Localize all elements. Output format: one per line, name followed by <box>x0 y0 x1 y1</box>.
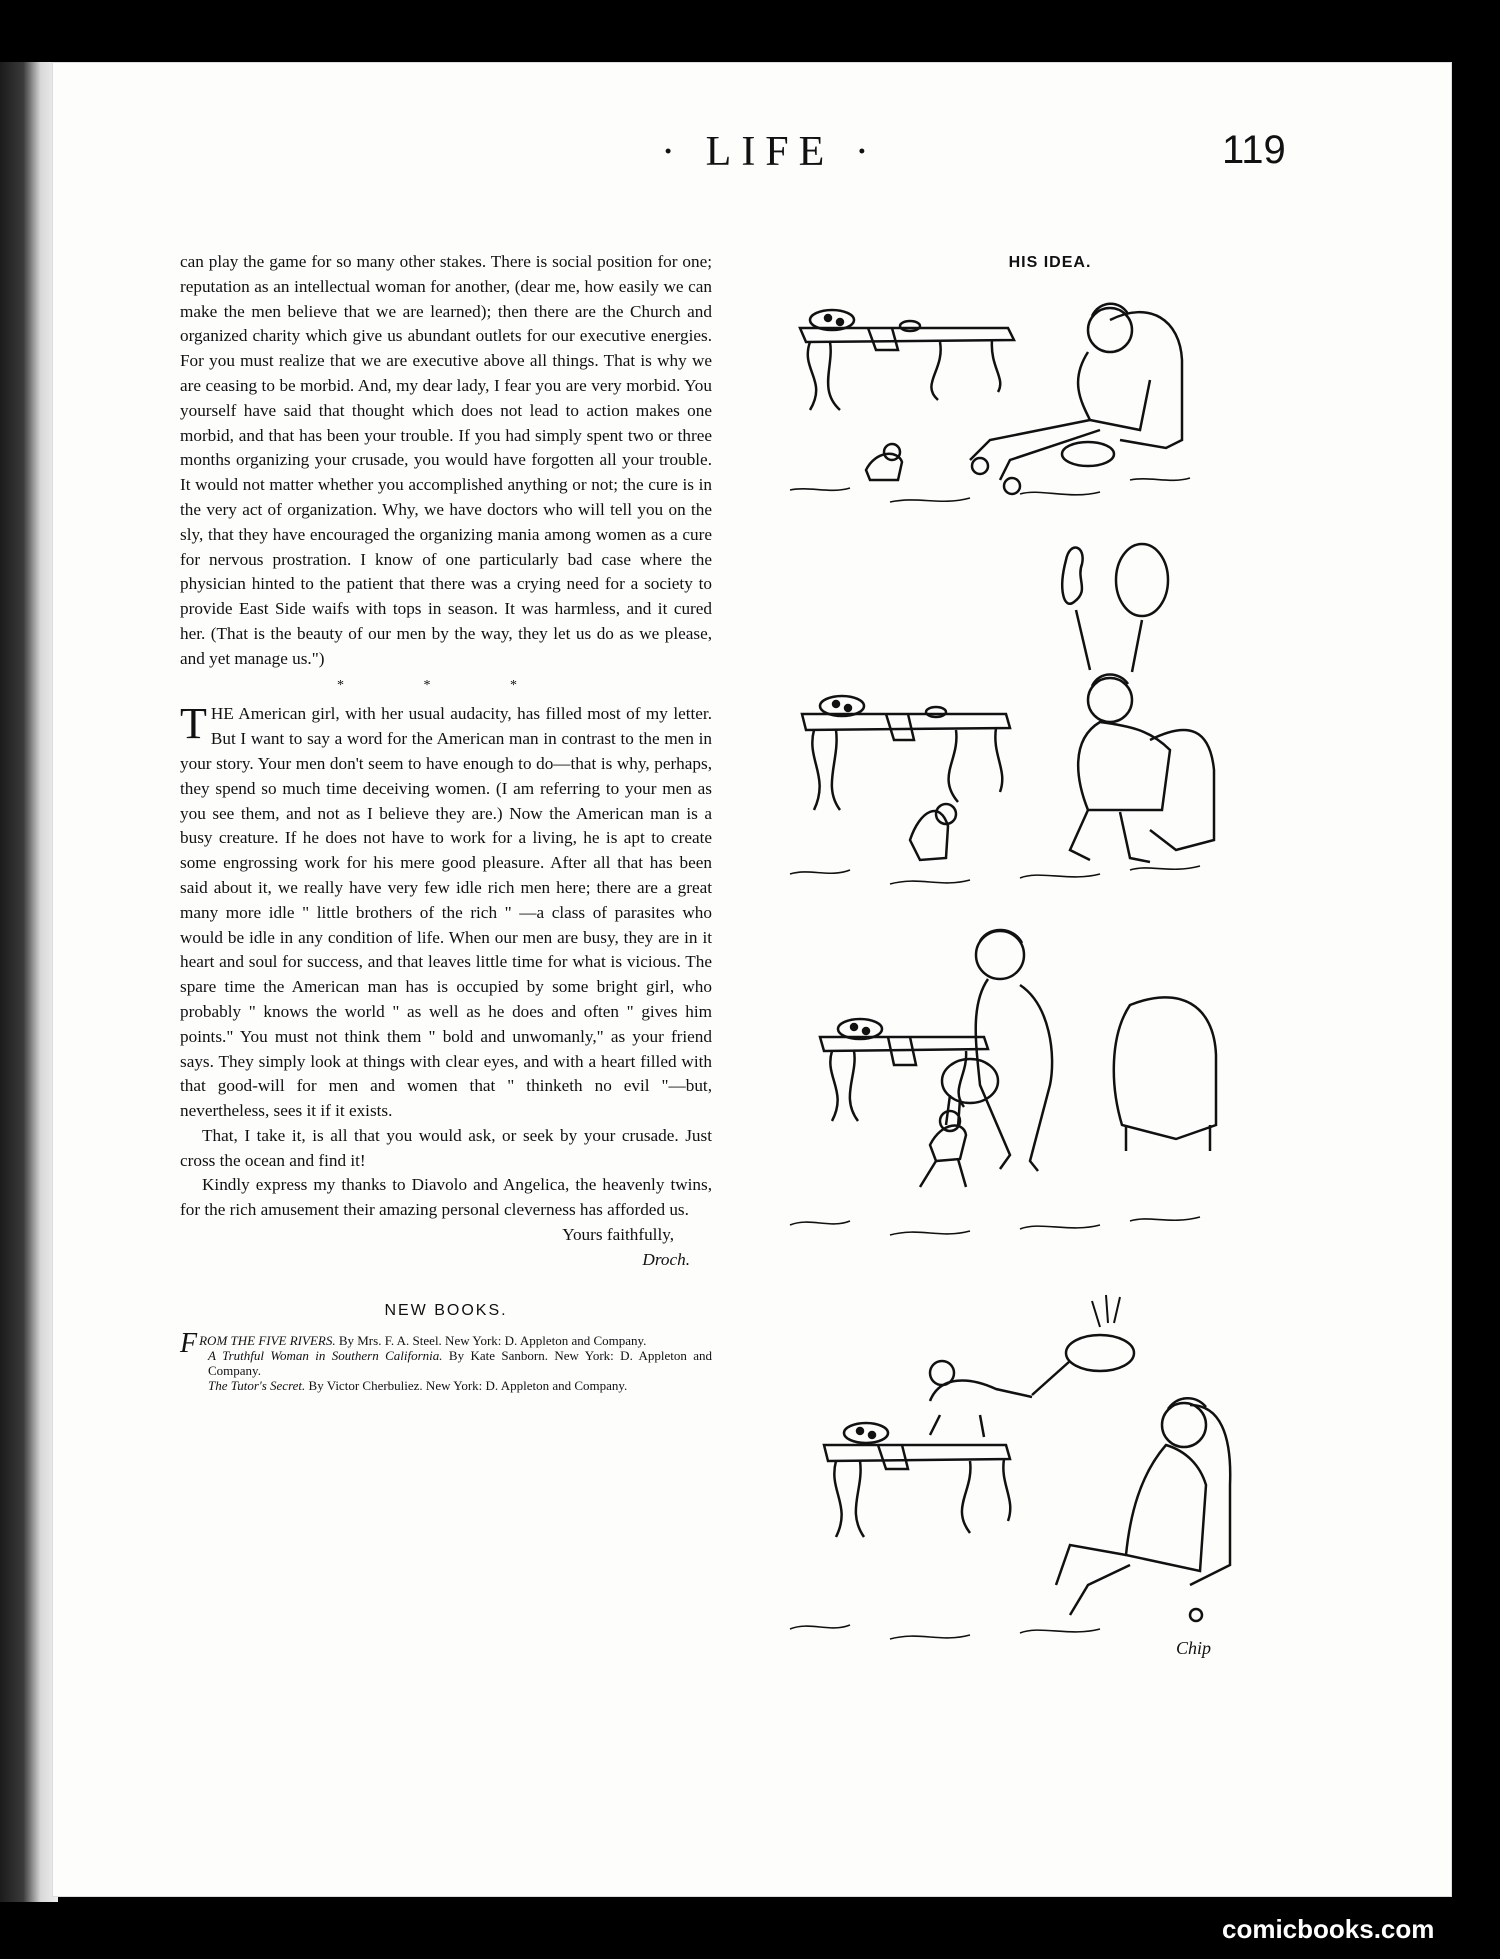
book-entry <box>180 1378 712 1393</box>
book-title: A Truthful Woman in Southern California. <box>208 1348 443 1364</box>
book-spine <box>0 62 58 1902</box>
article-column <box>180 250 712 1393</box>
paragraph <box>180 699 712 1124</box>
drop-cap: T <box>180 699 207 749</box>
paragraph: can play the game for so many other stakes. There is social position for one; reputation as an intellectual woman for another, (dear me, how easily we can make the men believe that we are learned); then there are the Church and organized charity which give us abundant outlets for our executive energies. For you must realize that we are executive above all things. That is why we are ceasing to be morbid. And, my dear lady, I fear you are very morbid. You yourself have said that thought which does not lead to action makes one morbid, and that has been your trouble. If you had simply spent two or three months organizing your crusade, you would have forgotten all your trouble. It would not matter whether you accomplished anything or not; the cure is in the very act of organization. Why, we have doctors who will tell you on the sly, that they have encouraged the organizing mania among women as a cure for nervous prostration. I know of one particularly bad case where the physician hinted to the patient that there was a crying need for a society to provide East Side waifs with tops in season. It was harmless, and it cured her. (That is the beauty of our men by the way, they let us do as we please, and yet manage us.") <box>180 252 712 668</box>
paragraph-text: HE American girl, with her usual audacity, has filled most of my letter. But I want to say a word for the American man in contrast to the men in your story. Your men don't seem to have enough to do—that is why, perhaps, they spend so much time deceiving women. (I am referring to your men as you see them, and not as I believe they are.) Now the American man is a busy creature. If he does not have to work for a living, he is apt to create some engrossing work for his mere good pleasure. After all that has been said about it, we really have very few idle rich men here; there are a great many more idle " little brothers of the rich " —a class of parasites who would be idle in any condition of life. When our men are busy, they are in it heart and soul for success, and that leaves little time for what is vicious. The spare time the American man has is occupied by some bright girl, who probably " knows the world " as well as he does and often " gives him points." You must not think them " bold and unwomanly," as your friend says. They simply look at things with clear eyes, and with a heart filled with that good-will for men and women that " thinketh no evil "—but, nevertheless, sees it if it exists. <box>180 704 712 1121</box>
book-title: The Tutor's Secret. <box>208 1378 306 1394</box>
book-entry <box>180 1348 712 1378</box>
section-break: * * * <box>337 677 555 693</box>
book-details: By Victor Cherbuliez. New York: D. Appleton and Company. <box>308 1378 628 1394</box>
cartoon-panel-3 <box>770 925 1240 1265</box>
artist-signature: Chip <box>1176 1638 1212 1658</box>
paragraph: That, I take it, is all that you would ask, or seek by your crusade. Just cross the ocean and find it! <box>180 1125 712 1170</box>
signature: Droch. <box>642 1249 690 1269</box>
page-number: 119 <box>1222 128 1286 172</box>
new-books-heading: NEW BOOKS. <box>384 1301 508 1319</box>
masthead: · LIFE · <box>661 129 879 175</box>
cartoon-panel-1 <box>770 280 1240 520</box>
drop-cap: F <box>180 1328 198 1360</box>
closing: Yours faithfully, <box>562 1225 674 1245</box>
new-books-list <box>180 1328 713 1394</box>
watermark: comicbooks.com <box>1222 1914 1435 1944</box>
paragraph: Kindly express my thanks to Diavolo and Angelica, the heavenly twins, for the rich amusement their amazing personal cleverness has afforded us. <box>180 1175 712 1220</box>
cartoon-panel-2 <box>770 540 1240 900</box>
scan-top-border <box>0 0 1500 62</box>
book-details: By Mrs. F. A. Steel. New York: D. Appleton and Company. <box>338 1333 647 1349</box>
book-title: ROM THE FIVE RIVERS. <box>199 1333 336 1349</box>
illustration-title: HIS IDEA. <box>1008 254 1092 271</box>
book-details: By Kate Sanborn. New York: D. Appleton and Company. <box>208 1348 713 1379</box>
cartoon-panel-4 <box>770 1285 1240 1675</box>
page-right-edge <box>1452 80 1474 1880</box>
